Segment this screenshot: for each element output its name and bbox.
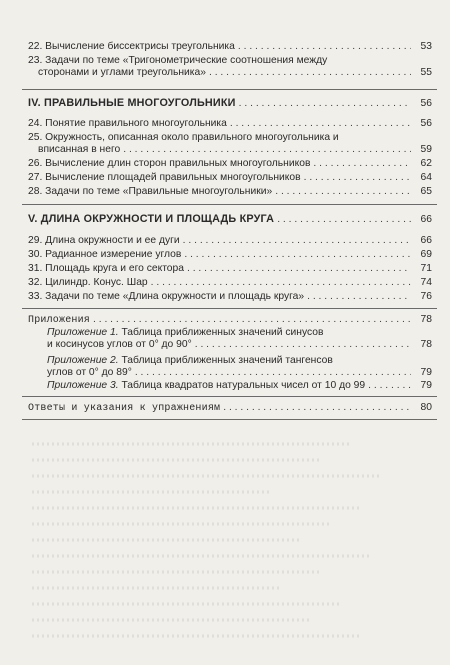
dot-leader [209,67,411,79]
toc-page-number: 65 [420,186,432,197]
dot-leader [230,118,411,130]
toc-page-number: 76 [420,291,432,302]
toc-appendices[interactable] [28,314,432,327]
toc-page-number: 69 [420,249,432,260]
toc-entry-title: 26. Вычисление длин сторон правильных многоугольников [28,158,311,169]
toc-page-number: 55 [420,67,432,78]
toc-chapter-4[interactable] [28,97,432,110]
toc-page-number: 71 [420,263,432,274]
toc-page-number: 59 [420,144,432,155]
appendix-label: Приложение 1. [47,327,119,338]
toc-entry-title: 25. Окружность, описанная около правильного многоугольника и [28,132,339,143]
toc-page-number: 53 [420,41,432,52]
toc-page-number: 66 [420,214,432,225]
toc-entry-title: Таблица приближенных значений тангенсов [118,355,333,366]
toc-entry-continuation: углов от 0° до 89° [47,367,132,378]
toc-page-number: 78 [420,339,432,350]
divider [22,308,437,309]
dot-leader [238,41,411,53]
toc-entry-26[interactable] [28,158,432,170]
dot-leader [93,314,411,326]
toc-entry-title: 27. Вычисление площадей правильных многоугольников [28,172,301,183]
toc-entry-32[interactable] [28,277,432,289]
toc-entry-24[interactable] [28,118,432,130]
chapter-title: V. ДЛИНА ОКРУЖНОСТИ И ПЛОЩАДЬ КРУГА [28,213,275,225]
divider [22,396,437,397]
toc-page-number: 62 [420,158,432,169]
dot-leader [223,402,411,414]
toc-entry-title: 31. Площадь круга и его сектора [28,263,184,274]
dot-leader [368,380,411,392]
toc-entry-title: 22. Вычисление биссектрисы треугольника [28,41,235,52]
divider [22,89,437,90]
appendix-label: Приложение 3. [47,380,119,391]
chapter-title: IV. ПРАВИЛЬНЫЕ МНОГОУГОЛЬНИКИ [28,97,236,109]
toc-entry-31[interactable] [28,263,432,275]
toc-page-number: 78 [420,314,432,325]
section-title: Приложения [28,315,91,326]
dot-leader [123,144,411,156]
dot-leader [187,263,411,275]
toc-appendix-2[interactable] [47,355,432,379]
toc-page-number: 74 [420,277,432,288]
divider [22,419,437,420]
dot-leader [184,249,411,261]
toc-entry-28[interactable] [28,186,432,198]
toc-page-number: 66 [420,235,432,246]
dot-leader [151,277,411,289]
toc-page-number: 79 [420,380,432,391]
toc-entry-22[interactable] [28,41,432,53]
toc-entry-25[interactable] [28,132,432,156]
toc-entry-title: Таблица квадратов натуральных чисел от 10 до 99 [118,380,366,391]
dot-leader [275,186,411,198]
toc-page-number: 56 [420,98,432,109]
toc-page-number: 64 [420,172,432,183]
toc-entry-title: 29. Длина окружности и ее дуги [28,235,180,246]
toc-appendix-3[interactable] [47,380,432,392]
toc-page-number: 56 [420,118,432,129]
toc-entry-title: 32. Цилиндр. Конус. Шар [28,277,148,288]
dot-leader [307,291,411,303]
toc-entry-title: 33. Задачи по теме «Длина окружности и площадь круга» [28,291,305,302]
toc-entry-title: 28. Задачи по теме «Правильные многоугольники» [28,186,273,197]
toc-entry-continuation: и косинусов углов от 0° до 90° [47,339,192,350]
dot-leader [304,172,411,184]
dot-leader [313,158,411,170]
toc-entry-33[interactable] [28,291,432,303]
toc-entry-title: 23. Задачи по теме «Тригонометрические соотношения между [28,55,328,66]
toc-entry-continuation: вписанная в него [38,144,121,155]
toc-page-number: 80 [420,402,432,413]
divider [22,204,437,205]
toc-chapter-5[interactable] [28,213,432,226]
bleed-through-texture [22,430,437,655]
toc-entry-continuation: сторонами и углами треугольника» [38,67,206,78]
dot-leader [239,98,411,110]
toc-page-number: 79 [420,367,432,378]
toc-entry-title: Таблица приближенных значений синусов [118,327,324,338]
appendix-label: Приложение 2. [47,355,119,366]
toc-entry-30[interactable] [28,249,432,261]
toc-entry-23[interactable] [28,55,432,79]
toc-entry-29[interactable] [28,235,432,247]
dot-leader [195,339,411,351]
toc-answers[interactable] [28,402,432,415]
dot-leader [135,367,411,379]
toc-entry-title: 30. Радианное измерение углов [28,249,182,260]
toc-entry-title: 24. Понятие правильного многоугольника [28,118,227,129]
toc-entry-27[interactable] [28,172,432,184]
toc-appendix-1[interactable] [47,327,432,351]
section-title: Ответы и указания к упражнениям [28,403,221,414]
dot-leader [277,214,411,226]
dot-leader [183,235,411,247]
